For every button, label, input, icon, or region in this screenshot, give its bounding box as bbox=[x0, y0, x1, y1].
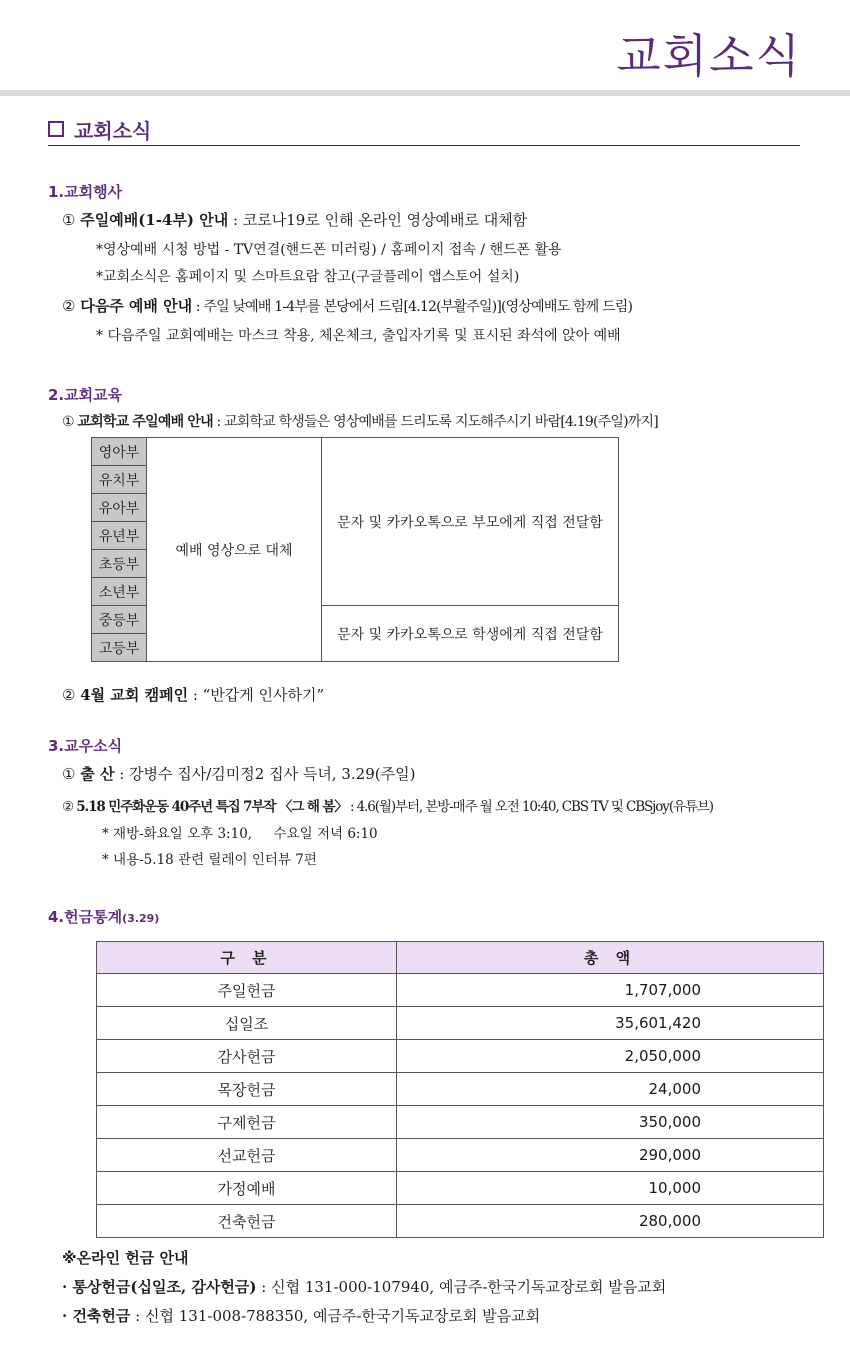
education-line-1-num: ① bbox=[62, 414, 74, 430]
dept-cell: 유아부 bbox=[92, 494, 147, 522]
members-note-2: * 내용-5.18 관련 릴레이 인터뷰 7편 bbox=[102, 852, 317, 868]
heading-education: 2.교회교육 bbox=[48, 386, 123, 404]
section-title bbox=[48, 115, 151, 144]
offering-name: 주일헌금 bbox=[97, 974, 397, 1007]
col-header-category: 구 분 bbox=[97, 942, 397, 974]
education-line-2 bbox=[62, 684, 324, 705]
offering-amount: 2,050,000 bbox=[397, 1040, 824, 1073]
education-student-cell: 문자 및 카카오톡으로 학생에게 직접 전달함 bbox=[322, 606, 619, 662]
section-divider bbox=[48, 145, 800, 146]
events-line-1-bold: 주일예배(1-4부) 안내 bbox=[80, 211, 229, 229]
education-line-1-bold: 교회학교 주일예배 안내 bbox=[77, 414, 213, 430]
table-row bbox=[97, 1106, 824, 1139]
events-note-2: *교회소식은 홈페이지 및 스마트요람 참고(구글플레이 앱스토어 설치) bbox=[96, 269, 520, 285]
table-row bbox=[97, 1040, 824, 1073]
members-line-1-num: ① bbox=[62, 765, 76, 783]
online-line-1-bold: · 통상헌금(십일조, 감사헌금) bbox=[62, 1278, 257, 1296]
events-line-2-num: ② bbox=[62, 297, 76, 315]
members-line-1-bold: 출 산 bbox=[80, 765, 115, 783]
table-row bbox=[97, 974, 824, 1007]
events-line-1 bbox=[62, 209, 527, 230]
offering-amount: 280,000 bbox=[397, 1205, 824, 1238]
offering-name: 십일조 bbox=[97, 1007, 397, 1040]
events-line-2-text: : 주일 낮예배 1-4부를 본당에서 드림[4.12(부활주일)](영상예배도 함께 드림) bbox=[192, 299, 633, 315]
offering-name: 가정예배 bbox=[97, 1172, 397, 1205]
dept-cell: 유치부 bbox=[92, 466, 147, 494]
section-title-text: 교회소식 bbox=[74, 119, 152, 143]
dept-cell: 중등부 bbox=[92, 606, 147, 634]
members-line-2 bbox=[62, 795, 713, 815]
offering-table bbox=[96, 941, 824, 1238]
heading-offerings bbox=[48, 906, 159, 927]
offering-amount: 35,601,420 bbox=[397, 1007, 824, 1040]
online-line-2-text: : 신협 131-008-788350, 예금주-한국기독교장로회 발음교회 bbox=[130, 1307, 541, 1325]
offering-name: 구제헌금 bbox=[97, 1106, 397, 1139]
education-table bbox=[91, 437, 619, 662]
offering-amount: 290,000 bbox=[397, 1139, 824, 1172]
dept-cell: 소년부 bbox=[92, 578, 147, 606]
offering-amount: 10,000 bbox=[397, 1172, 824, 1205]
col-header-amount: 총 액 bbox=[397, 942, 824, 974]
online-line-1-text: : 신협 131-000-107940, 예금주-한국기독교장로회 발음교회 bbox=[256, 1278, 667, 1296]
events-note-3: * 다음주일 교회예배는 마스크 착용, 체온체크, 출입자기록 및 표시된 좌석에 앉아 예배 bbox=[96, 328, 621, 344]
table-row bbox=[97, 1205, 824, 1238]
education-line-2-bold: 4월 교회 캠페인 bbox=[80, 686, 189, 704]
offering-name: 목장헌금 bbox=[97, 1073, 397, 1106]
online-line-2-bold: · 건축헌금 bbox=[62, 1307, 131, 1325]
events-note-1: *영상예배 시청 방법 - TV연결(핸드폰 미러링) / 홈페이지 접속 / 핸드폰 활용 bbox=[96, 242, 562, 258]
dept-cell: 초등부 bbox=[92, 550, 147, 578]
online-line-2 bbox=[62, 1305, 540, 1326]
events-line-2-bold: 다음주 예배 안내 bbox=[80, 297, 193, 315]
dept-cell: 유년부 bbox=[92, 522, 147, 550]
checkbox-square-icon bbox=[48, 121, 64, 137]
online-offering-title: ※온라인 헌금 안내 bbox=[62, 1249, 189, 1267]
heading-events: 1.교회행사 bbox=[48, 183, 123, 201]
heading-offerings-text: 4.헌금통계 bbox=[48, 908, 123, 926]
members-line-1-text: : 강병수 집사/김미정2 집사 득녀, 3.29(주일) bbox=[114, 765, 416, 783]
offering-name: 선교헌금 bbox=[97, 1139, 397, 1172]
education-method-cell: 예배 영상으로 대체 bbox=[147, 438, 322, 662]
members-line-1 bbox=[62, 763, 415, 784]
education-line-1 bbox=[62, 411, 658, 431]
table-row bbox=[97, 1172, 824, 1205]
dept-cell: 고등부 bbox=[92, 634, 147, 662]
offering-name: 건축헌금 bbox=[97, 1205, 397, 1238]
offering-amount: 1,707,000 bbox=[397, 974, 824, 1007]
education-line-2-num: ② bbox=[62, 686, 76, 704]
members-note-1: * 재방-화요일 오후 3:10, 수요일 저녁 6:10 bbox=[102, 826, 378, 842]
table-row bbox=[97, 1073, 824, 1106]
table-header-row bbox=[97, 942, 824, 974]
members-line-2-text: : 4.6(월)부터, 본방-매주 월 오전 10:40, CBS TV 및 CBSjoy(유튜브) bbox=[346, 799, 713, 815]
education-line-1-text: : 교회학교 학생들은 영상예배를 드리도록 지도해주시기 바람[4.19(주일)까지] bbox=[212, 414, 658, 430]
offering-name: 감사헌금 bbox=[97, 1040, 397, 1073]
members-line-2-bold: 5.18 민주화운동 40주년 특집 7부작 〈그 해 봄〉 bbox=[76, 799, 347, 815]
heading-offerings-date: (3.29) bbox=[122, 912, 160, 925]
offering-amount: 24,000 bbox=[397, 1073, 824, 1106]
events-line-1-num: ① bbox=[62, 211, 76, 229]
online-line-1 bbox=[62, 1276, 666, 1297]
table-row bbox=[92, 438, 619, 466]
dept-cell: 영아부 bbox=[92, 438, 147, 466]
banner-title: 교회소식 bbox=[616, 29, 802, 83]
table-row bbox=[97, 1139, 824, 1172]
offering-amount: 350,000 bbox=[397, 1106, 824, 1139]
events-line-2 bbox=[62, 295, 632, 316]
events-line-1-text: : 코로나19로 인해 온라인 영상예배로 대체함 bbox=[228, 211, 528, 229]
table-row bbox=[97, 1007, 824, 1040]
education-line-2-text: : “반갑게 인사하기” bbox=[188, 686, 325, 704]
members-line-2-num: ② bbox=[62, 799, 74, 815]
education-parent-cell: 문자 및 카카오톡으로 부모에게 직접 전달함 bbox=[322, 438, 619, 606]
heading-members: 3.교우소식 bbox=[48, 737, 123, 755]
banner-divider bbox=[0, 90, 850, 96]
